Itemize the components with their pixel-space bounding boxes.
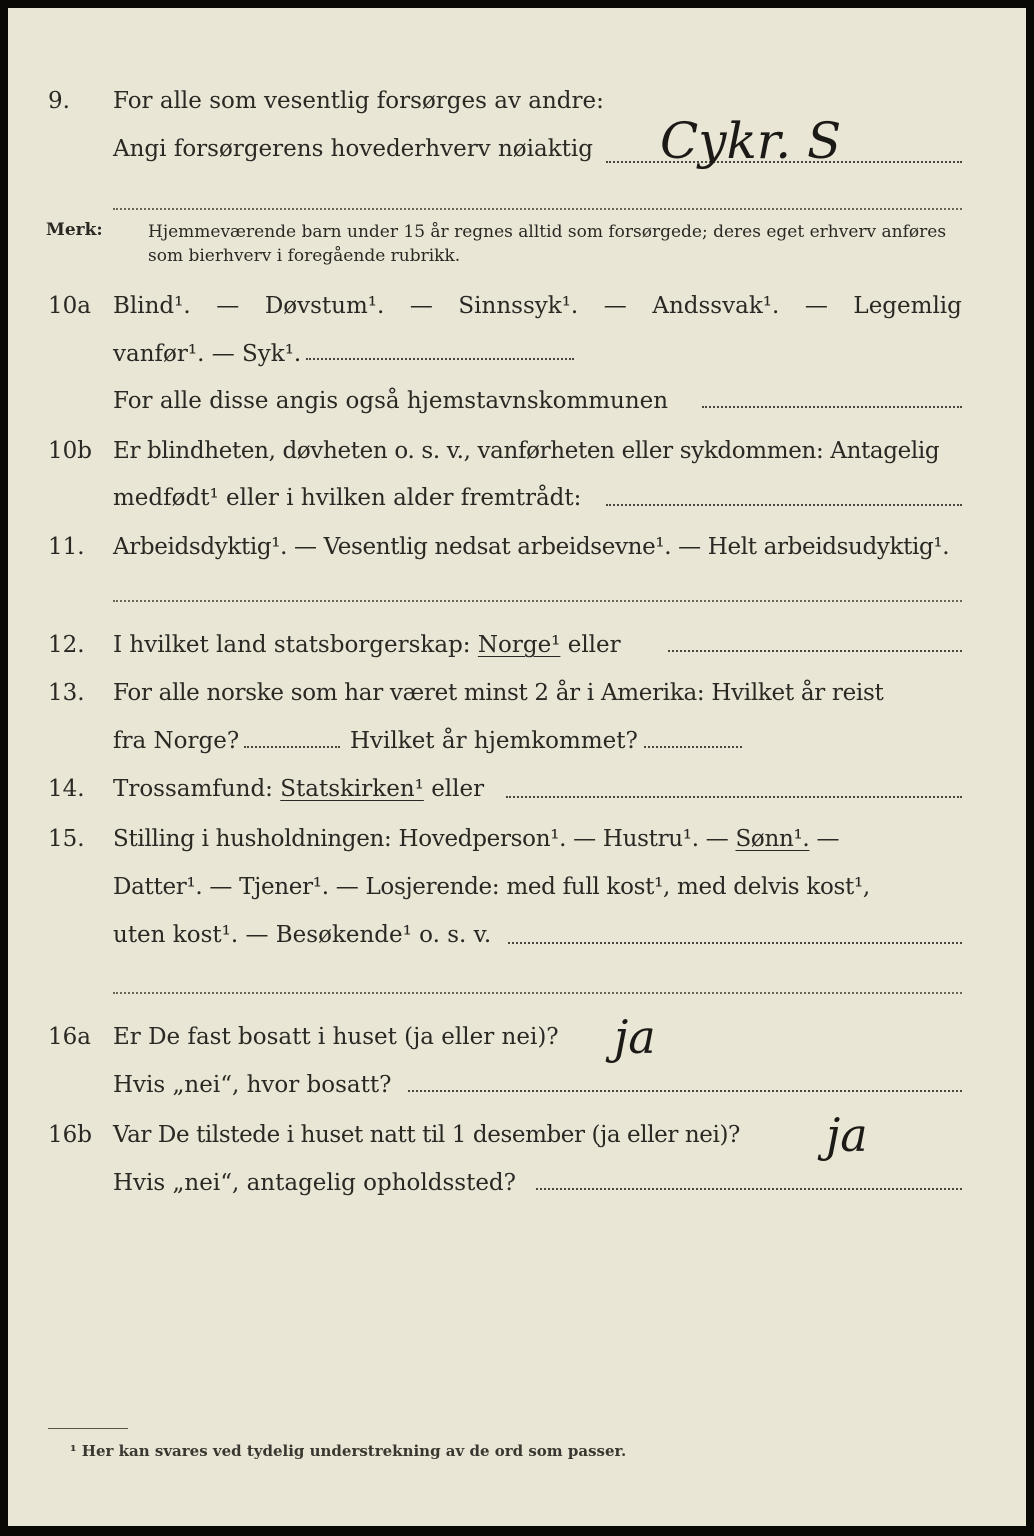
q14-question	[113, 774, 484, 804]
q9-number: 9.	[48, 88, 70, 114]
merk-note: Hjemmeværende barn under 15 år regnes alltid som forsørgede; deres eget erhverv anføres som bierhverv i foregående rubrikk.	[148, 222, 947, 266]
q15-separator	[113, 992, 962, 994]
q10a-opt-blind[interactable]: Blind¹.	[113, 293, 191, 319]
q13-returned-label: Hvilket år hjemkommet?	[350, 728, 638, 754]
q9-question-2: Angi forsørgerens hovederhverv nøiaktig	[113, 136, 593, 162]
q13-question: For alle norske som har været minst 2 år i Amerika: Hvilket år reist	[113, 680, 884, 706]
q14-label: Trossamfund:	[113, 776, 273, 802]
q16b-number: 16b	[48, 1122, 92, 1148]
q10b-question: Er blindheten, døvheten o. s. v., vanførheten eller sykdommen: Antagelig	[113, 438, 940, 464]
q15-options-c[interactable]: uten kost¹. — Besøkende¹ o. s. v.	[113, 922, 492, 948]
q10a-number: 10a	[48, 293, 91, 319]
q11-options[interactable]: Arbeidsdyktig¹. — Vesentlig nedsat arbeidsevne¹. — Helt arbeidsudyktig¹.	[113, 534, 950, 560]
q16b-handwritten-answer: ja	[826, 1108, 868, 1162]
q15-opt-sonn[interactable]: Sønn¹.	[735, 826, 810, 852]
q15-options-a[interactable]: Stilling i husholdningen: Hovedperson¹. — Hustru¹. —	[113, 826, 729, 852]
q12-number: 12.	[48, 632, 85, 658]
q16a-question-2: Hvis „nei“, hvor bosatt?	[113, 1072, 392, 1098]
q12-question	[113, 630, 621, 660]
q14-number: 14.	[48, 776, 85, 802]
dash: —	[804, 293, 828, 319]
q14-answer-line[interactable]	[506, 796, 962, 798]
dash: —	[216, 293, 240, 319]
census-form-page	[8, 8, 1026, 1526]
q10a-answer-line[interactable]	[306, 358, 574, 360]
q10b-answer-line[interactable]	[606, 504, 962, 506]
merk-label: Merk:	[46, 220, 103, 240]
q16b-answer-line[interactable]	[536, 1188, 962, 1190]
q10a-question-2: vanfør¹. — Syk¹.	[113, 341, 302, 367]
q11-number: 11.	[48, 534, 85, 560]
q10b-question-2: medfødt¹ eller i hvilken alder fremtrådt:	[113, 485, 582, 511]
q15-options-b[interactable]: Datter¹. — Tjener¹. — Losjerende: med full kost¹, med delvis kost¹,	[113, 874, 870, 900]
q12-eller: eller	[567, 632, 621, 658]
q16b-question: Var De tilstede i huset natt til 1 desember (ja eller nei)?	[113, 1122, 740, 1148]
q15-question	[113, 824, 839, 854]
q14-opt-statskirken[interactable]: Statskirken¹	[280, 776, 424, 802]
dash: —	[409, 293, 433, 319]
q10a-opt-dovstum[interactable]: Døvstum¹.	[264, 293, 385, 319]
dash: —	[816, 826, 840, 852]
q16a-number: 16a	[48, 1024, 91, 1050]
footnote: ¹ Her kan svares ved tydelig understrekning av de ord som passer.	[70, 1442, 627, 1460]
q15-answer-line[interactable]	[508, 942, 962, 944]
q15-number: 15.	[48, 826, 85, 852]
q10b-number: 10b	[48, 438, 92, 464]
dash: —	[603, 293, 627, 319]
q16a-answer-line[interactable]	[408, 1090, 962, 1092]
q9-question: For alle som vesentlig forsørges av andre:	[113, 88, 604, 114]
q9-separator	[113, 208, 962, 210]
q10a-options	[113, 291, 962, 321]
q13-number: 13.	[48, 680, 85, 706]
q10a-hometown-line[interactable]	[702, 406, 962, 408]
q14-eller: eller	[431, 776, 485, 802]
q13-emigrated-line[interactable]	[244, 746, 340, 748]
q12-label: I hvilket land statsborgerskap:	[113, 632, 471, 658]
q10a-opt-andssvak[interactable]: Andssvak¹.	[652, 293, 780, 319]
q13-returned-line[interactable]	[644, 746, 742, 748]
q10a-opt-legemlig[interactable]: Legemlig	[853, 293, 962, 319]
q16a-handwritten-answer: ja	[614, 1010, 656, 1064]
q11-separator	[113, 600, 962, 602]
footnote-rule	[48, 1428, 128, 1429]
q16b-question-2: Hvis „nei“, antagelig opholdssted?	[113, 1170, 516, 1196]
q10a-question-3: For alle disse angis også hjemstavnskommunen	[113, 388, 669, 414]
q12-answer-line[interactable]	[668, 650, 962, 652]
q9-handwritten-answer: Cykr. S	[660, 112, 842, 170]
q16a-question: Er De fast bosatt i huset (ja eller nei)?	[113, 1024, 559, 1050]
q12-opt-norge[interactable]: Norge¹	[477, 632, 561, 658]
q13-emigrated-label: fra Norge?	[113, 728, 240, 754]
q10a-opt-sinnssyk[interactable]: Sinnssyk¹.	[458, 293, 579, 319]
